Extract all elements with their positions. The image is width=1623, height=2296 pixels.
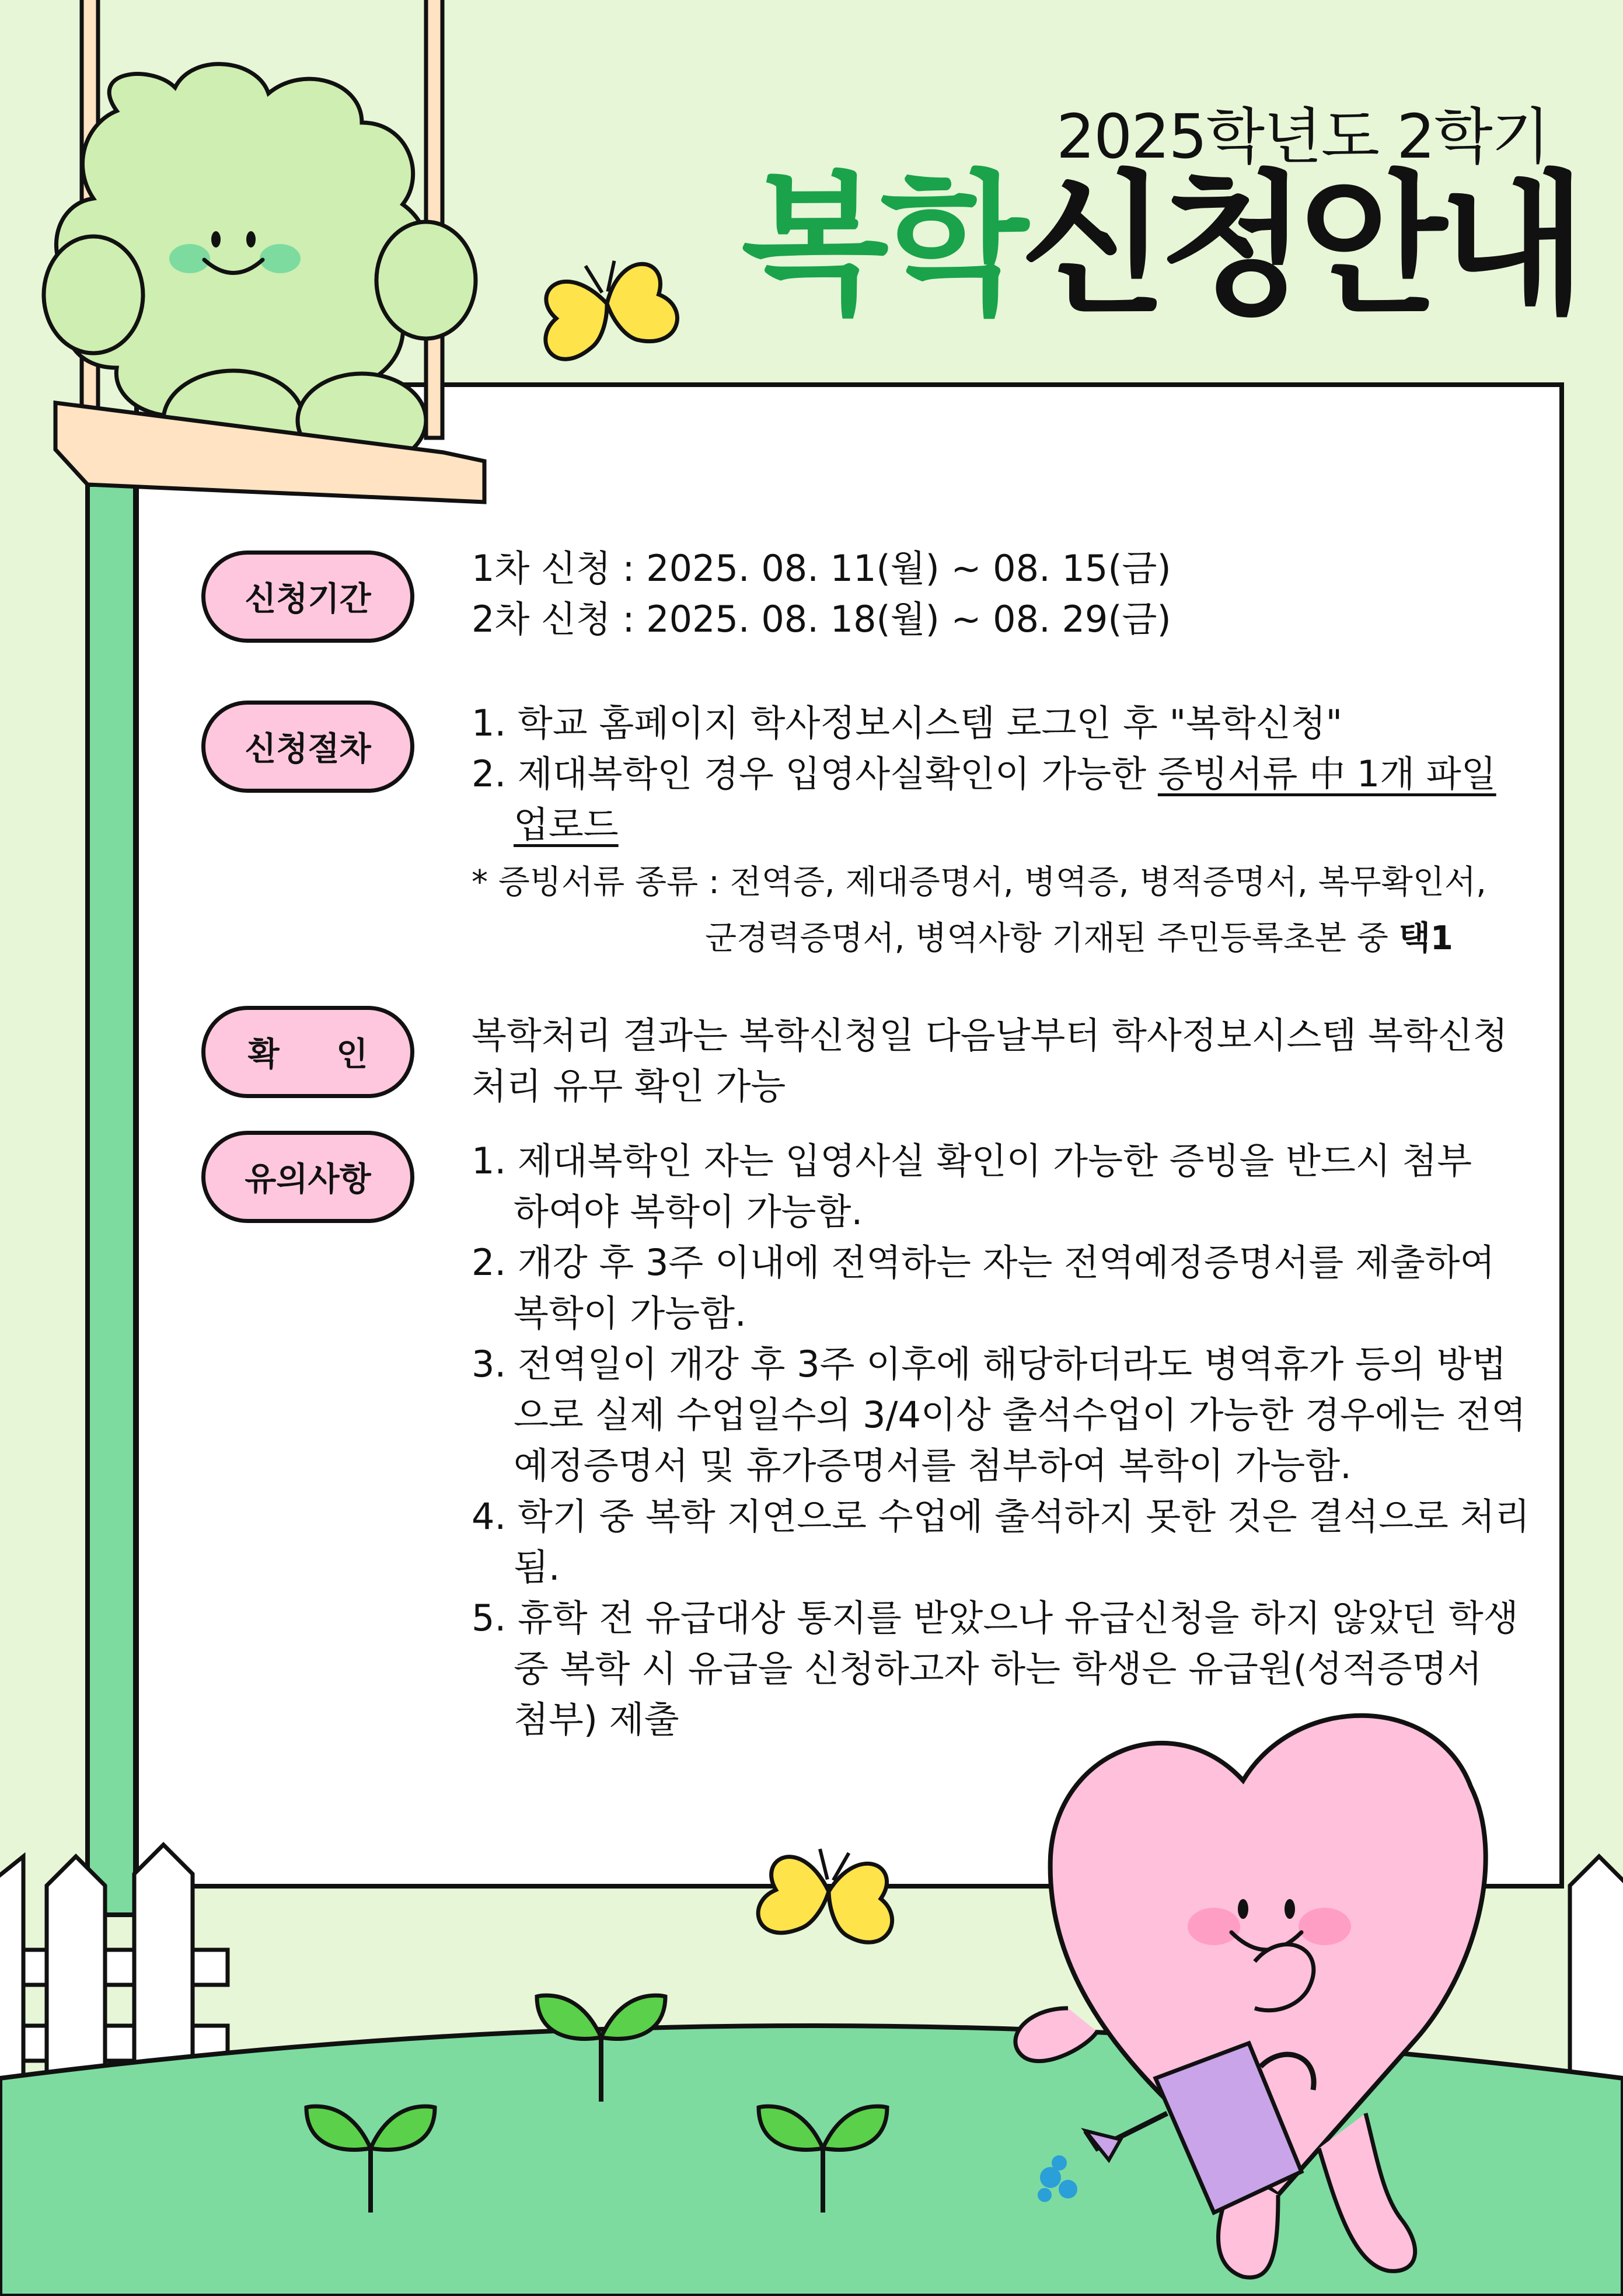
notes-item-line: 중 복학 시 유급을 신청하고자 하는 학생은 유급원(성적증명서: [514, 1647, 1482, 1690]
notes-item-line: 예정증명서 및 휴가증명서를 첨부하여 복학이 가능함.: [514, 1444, 1352, 1487]
notes-item-line: 1. 제대복학인 자는 입영사실 확인이 가능한 증빙을 반드시 첨부: [472, 1140, 1472, 1182]
section-label-procedure: 신청절차: [201, 701, 414, 793]
notes-item: [472, 1339, 1527, 1491]
procedure-step2-underline: 업로드: [514, 803, 619, 846]
procedure-step2-text: 2. 제대복학인 경우 입영사실확인이 가능한: [472, 752, 1158, 795]
notes-item: [472, 1237, 1522, 1339]
period-line: 1차 신청 : 2025. 08. 11(월) ~ 08. 15(금): [472, 547, 1171, 590]
procedure-step: 1. 학교 홈페이지 학사정보시스템 로그인 후 "복학신청": [472, 702, 1343, 744]
procedure-step: [472, 748, 1522, 850]
document-types-note: * 증빙서류 종류 : 전역증, 제대증명서, 병역증, 병적증명서, 복무확인서,: [472, 863, 1486, 901]
swing-pole: [88, 485, 135, 1915]
semester-label: 2025학년도 2학기: [1056, 101, 1549, 172]
procedure-text: [472, 698, 1522, 967]
notes-item-line: 복학이 가능함.: [514, 1292, 746, 1335]
confirm-line: 복학처리 결과는 복학신청일 다음날부터 학사정보시스템 복학신청: [472, 1014, 1508, 1057]
notes-item-line: 하여야 복학이 가능함.: [514, 1190, 863, 1233]
notes-item-line: 됨.: [514, 1546, 560, 1588]
notes-item: [472, 1593, 1522, 1745]
notes-item-line: 5. 휴학 전 유급대상 통지를 받았으나 유급신청을 하지 않았던 학생: [472, 1597, 1519, 1639]
notes-text: [472, 1135, 1530, 1745]
document-types-choose: 택1: [1398, 919, 1453, 957]
notes-item-line: 첨부) 제출: [514, 1698, 679, 1741]
confirm-line: 처리 유무 확인 가능: [472, 1065, 786, 1107]
procedure-step2-underline: 증빙서류 中 1개 파일: [1157, 752, 1496, 795]
title-rest: 신청안내: [1020, 156, 1579, 335]
notes-item: [472, 1135, 1522, 1237]
section-label-period: 신청기간: [201, 551, 414, 643]
document-types-note-text: 군경력증명서, 병역사항 기재된 주민등록초본 중: [705, 919, 1399, 957]
notes-item-line: 2. 개강 후 3주 이내에 전역하는 자는 전역예정증명서를 제출하여: [472, 1241, 1495, 1284]
notes-item-line: 3. 전역일이 개강 후 3주 이후에 해당하더라도 병역휴가 등의 방법: [472, 1343, 1507, 1385]
period-line: 2차 신청 : 2025. 08. 18(월) ~ 08. 29(금): [472, 598, 1171, 640]
section-label-confirm: 확 인: [201, 1006, 414, 1098]
document-types-note: [472, 911, 1522, 967]
period-text: [472, 543, 1522, 644]
confirm-text: [472, 1010, 1522, 1112]
notes-item: [472, 1491, 1530, 1593]
section-label-notes: 유의사항: [201, 1131, 414, 1223]
notes-item-line: 4. 학기 중 복학 지연으로 수업에 출석하지 못한 것은 결석으로 처리: [472, 1495, 1530, 1538]
notes-item-line: 으로 실제 수업일수의 3/4이상 출석수업이 가능한 경우에는 전역: [514, 1393, 1527, 1436]
title-highlight: 복학: [741, 156, 1021, 335]
